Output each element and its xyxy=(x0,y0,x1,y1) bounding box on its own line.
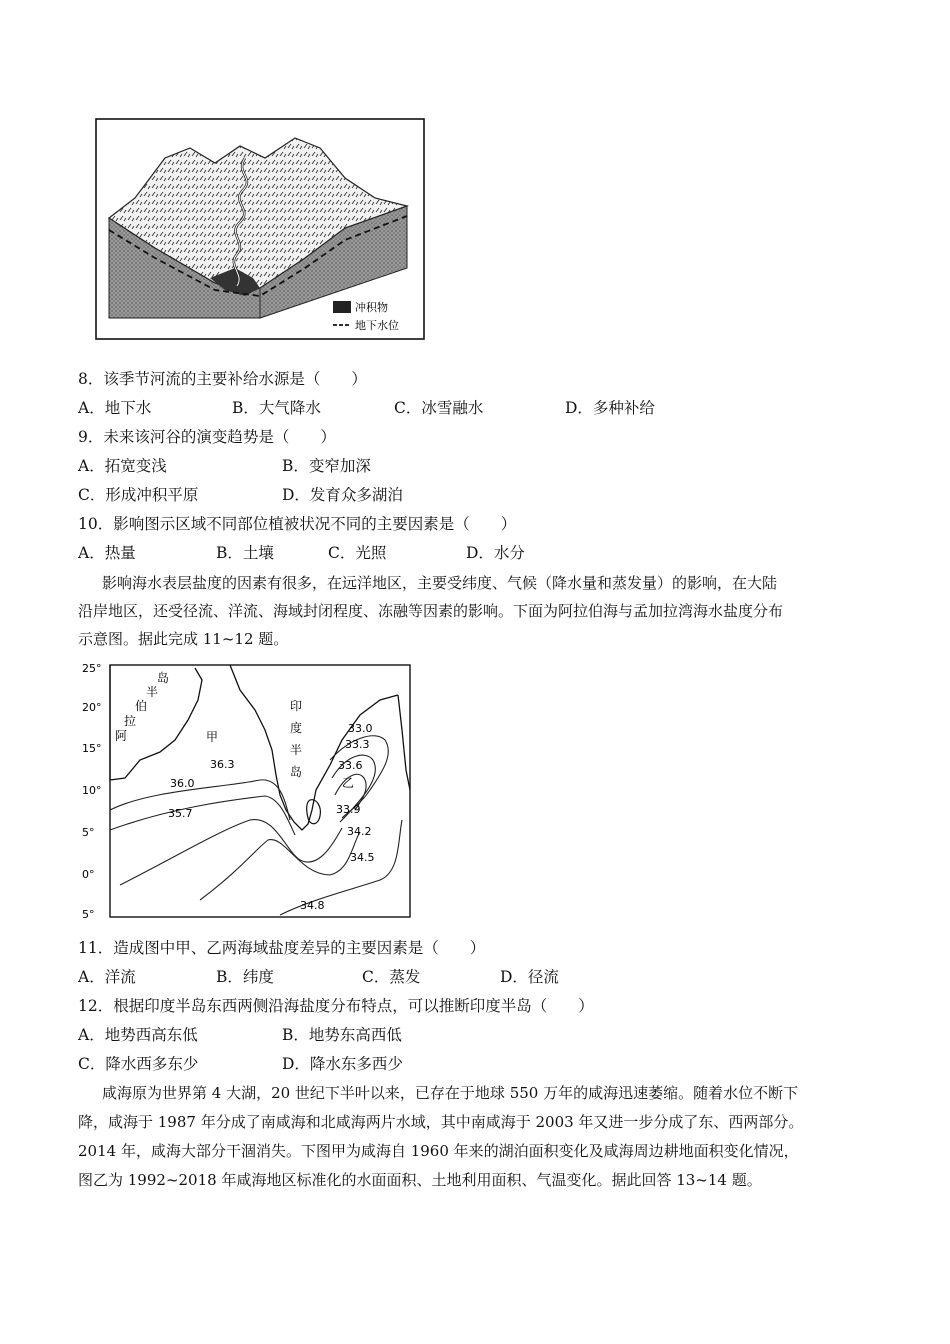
isohaline-label: 33.9 xyxy=(336,803,361,816)
q12-option-d[interactable]: D．降水东多西少 xyxy=(282,1055,403,1073)
yi-label: 乙 xyxy=(342,776,355,790)
q9-option-c[interactable]: C．形成冲积平原 xyxy=(78,486,199,504)
legend-water-table-label: 地下水位 xyxy=(355,319,399,332)
india-char: 岛 xyxy=(290,765,303,779)
passage2-line2: 降，咸海于 1987 年分成了南咸海和北咸海两片水域，其中南咸海于 2003 年又进一步分成了东、西两部分。 xyxy=(78,1113,804,1131)
passage1-line3: 示意图。据此完成 11~12 题。 xyxy=(78,630,289,648)
lat-label: 25° xyxy=(82,662,102,675)
lat-label: 15° xyxy=(82,742,102,755)
lat-label: 20° xyxy=(82,701,102,714)
isohaline-label: 33.0 xyxy=(348,722,373,735)
isohaline-label: 35.7 xyxy=(168,807,193,820)
valley-block-diagram xyxy=(95,118,425,340)
salinity-map xyxy=(80,660,412,922)
lat-label: 10° xyxy=(82,784,102,797)
lat-label: 0° xyxy=(82,868,95,881)
passage1-line1: 影响海水表层盐度的因素有很多，在远洋地区，主要受纬度、气候（降水量和蒸发量）的影响，在大陆 xyxy=(102,574,778,592)
india-char: 度 xyxy=(290,721,303,735)
passage2-line4: 图乙为 1992~2018 年咸海地区标准化的水面面积、土地利用面积、气温变化。据此回答 13~14 题。 xyxy=(78,1171,762,1189)
arabia-char: 拉 xyxy=(124,714,137,728)
q10-option-a[interactable]: A．热量 xyxy=(78,544,136,562)
q10-stem: 10．影响图示区域不同部位植被状况不同的主要因素是（ ） xyxy=(78,515,517,533)
isohaline-label: 34.8 xyxy=(300,899,325,912)
q9-option-a[interactable]: A．拓宽变浅 xyxy=(78,457,167,475)
q12-option-b[interactable]: B．地势东高西低 xyxy=(282,1026,402,1044)
isohaline-label: 33.3 xyxy=(345,738,370,751)
q10-option-c[interactable]: C．光照 xyxy=(328,544,387,562)
valley-diagram-svg xyxy=(95,118,425,340)
q11-option-b[interactable]: B．纬度 xyxy=(216,968,274,986)
salinity-map-svg xyxy=(80,660,412,922)
isohaline-label: 34.2 xyxy=(347,825,372,838)
q12-option-c[interactable]: C．降水西多东少 xyxy=(78,1055,199,1073)
q12-stem: 12．根据印度半岛东西两侧沿海盐度分布特点，可以推断印度半岛（ ） xyxy=(78,997,594,1015)
isohaline-label: 34.5 xyxy=(350,851,375,864)
legend-deposit-label: 冲积物 xyxy=(355,301,388,314)
arabia-char: 半 xyxy=(146,685,159,699)
legend-deposit-swatch xyxy=(333,301,351,313)
q8-option-b[interactable]: B．大气降水 xyxy=(232,399,321,417)
q12-option-a[interactable]: A．地势西高东低 xyxy=(78,1026,198,1044)
arabia-char: 阿 xyxy=(115,729,128,743)
q8-option-d[interactable]: D．多种补给 xyxy=(565,399,655,417)
q8-option-c[interactable]: C．冰雪融水 xyxy=(394,399,484,417)
q10-option-b[interactable]: B．土壤 xyxy=(216,544,274,562)
q9-stem: 9．未来该河谷的演变趋势是（ ） xyxy=(78,428,336,446)
passage1-line2: 沿岸地区，还受径流、洋流、海域封闭程度、冻融等因素的影响。下面为阿拉伯海与孟加拉湾海水盐度分布 xyxy=(78,602,784,620)
isohaline-label: 36.0 xyxy=(170,777,195,790)
q11-option-c[interactable]: C．蒸发 xyxy=(362,968,421,986)
passage2-line3: 2014 年，咸海大部分干涸消失。下图甲为咸海自 1960 年来的湖泊面积变化及咸海周边耕地面积变化情况， xyxy=(78,1142,799,1160)
jia-label: 甲 xyxy=(206,730,219,744)
lat-label: 5° xyxy=(82,826,95,839)
isohaline-label: 33.6 xyxy=(338,759,363,772)
q8-stem: 8．该季节河流的主要补给水源是（ ） xyxy=(78,370,367,388)
q11-option-d[interactable]: D．径流 xyxy=(500,968,559,986)
passage2-line1: 咸海原为世界第 4 大湖，20 世纪下半叶以来，已存在于地球 550 万年的咸海迅速萎缩。随着水位不断下 xyxy=(102,1084,799,1102)
india-char: 半 xyxy=(290,743,303,757)
lat-label: 5° xyxy=(82,908,95,921)
q11-stem: 11．造成图中甲、乙两海域盐度差异的主要因素是（ ） xyxy=(78,939,486,957)
q10-option-d[interactable]: D．水分 xyxy=(466,544,525,562)
q9-option-b[interactable]: B．变窄加深 xyxy=(282,457,371,475)
isohaline-label: 36.3 xyxy=(210,758,235,771)
q9-option-d[interactable]: D．发育众多湖泊 xyxy=(282,486,403,504)
arabia-char: 伯 xyxy=(135,699,148,713)
india-char: 印 xyxy=(290,699,303,713)
q8-option-a[interactable]: A．地下水 xyxy=(78,399,152,417)
arabia-char: 岛 xyxy=(157,671,170,685)
q11-option-a[interactable]: A．洋流 xyxy=(78,968,136,986)
